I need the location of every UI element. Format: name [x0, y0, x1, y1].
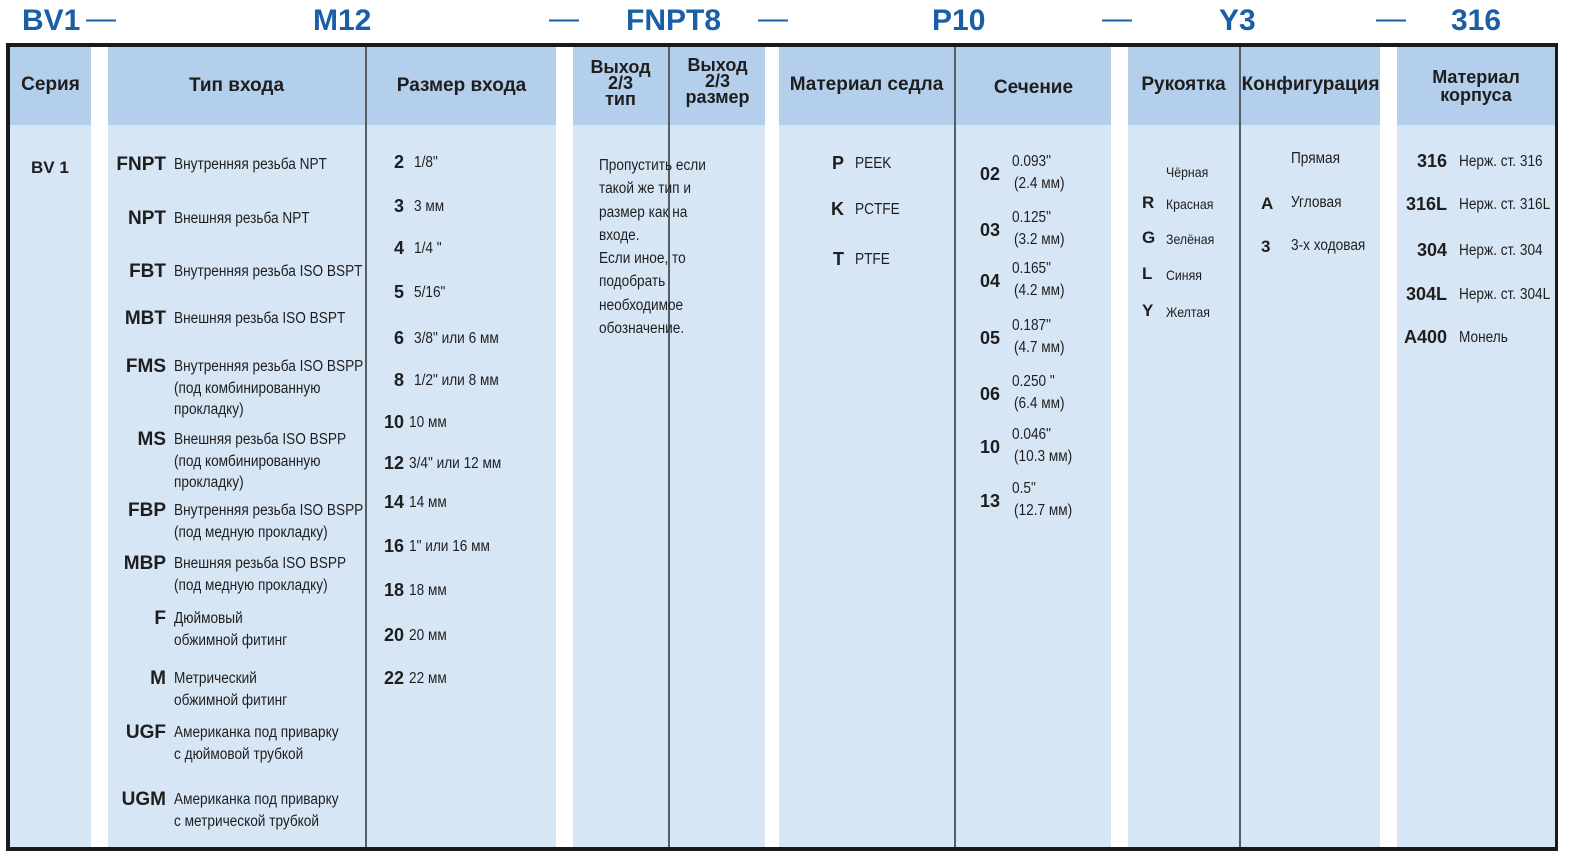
header-body-material: Материал корпуса — [1432, 67, 1520, 105]
inlet-size-row-text: 14 мм — [409, 494, 447, 511]
inlet-type-row-code: FBT — [129, 261, 166, 282]
inlet-type-row-text: (под комбинированную — [174, 452, 321, 470]
inlet-type-row-text: Внешняя резьба NPT — [174, 210, 310, 227]
inlet-type-row-code: MBP — [123, 553, 166, 574]
header-outlet-size: Выход 2/3 размер — [685, 55, 750, 107]
section-row-mm: (2.4 мм) — [1014, 175, 1065, 192]
inlet-type-row-text: Внутренняя резьба ISO BSPP — [174, 358, 364, 375]
inlet-type-row-text: обжимной фитинг — [174, 631, 288, 649]
inlet-type-row-text: Внешняя резьба ISO BSPT — [174, 310, 346, 327]
inlet-type-row-code: FNPT — [116, 154, 166, 175]
section-row-code: 06 — [980, 384, 1001, 404]
inlet-size-row-code: 8 — [393, 370, 404, 390]
header-section: Сечение — [993, 77, 1074, 98]
handle-row-text: Синяя — [1166, 267, 1202, 283]
body-material-row-text: Нерж. ст. 304 — [1459, 242, 1543, 259]
config-row-code: 3 — [1261, 237, 1271, 256]
inlet-size-row-code: 20 — [383, 625, 404, 645]
inlet-size-row-text: 3 мм — [414, 198, 445, 215]
column-divider — [365, 47, 367, 847]
body-material-row-code: 304 — [1416, 240, 1447, 260]
body-material-row-code: 316L — [1405, 194, 1447, 214]
section-row-mm: (6.4 мм) — [1014, 395, 1065, 412]
inlet-type-row-text: Внешняя резьба ISO BSPP — [174, 555, 347, 572]
inlet-size-row-text: 22 мм — [409, 670, 447, 687]
section-row-inch: 0.187" — [1012, 317, 1051, 334]
body-material-row-code: 316 — [1416, 151, 1447, 171]
inlet-size-row-text: 3/4" или 12 мм — [409, 455, 502, 472]
section-row-mm: (4.2 мм) — [1014, 282, 1065, 299]
code-outlet: FNPT8 — [626, 4, 722, 37]
inlet-type-row-text: прокладку) — [174, 401, 244, 418]
inlet-type-row-text: (под медную прокладку) — [174, 523, 328, 541]
header-handle: Рукоятка — [1141, 74, 1226, 95]
inlet-size-row-text: 1/2" или 8 мм — [414, 372, 499, 389]
inlet-type-row-text: Американка под приварку — [174, 791, 339, 808]
inlet-size-row-text: 1" или 16 мм — [409, 538, 490, 555]
inlet-size-row-text: 5/16" — [414, 284, 446, 301]
code-dash: — — [1102, 2, 1132, 35]
code-dash: — — [86, 2, 116, 35]
handle-row-text: Желтая — [1166, 304, 1210, 320]
section-row-code: 10 — [980, 437, 1001, 457]
inlet-type-row-text: с дюймовой трубкой — [174, 745, 304, 763]
inlet-size-row-code: 22 — [383, 668, 404, 688]
column-divider — [1239, 47, 1241, 847]
config-row-text: 3-х ходовая — [1291, 237, 1366, 254]
code-handle: Y3 — [1219, 4, 1256, 37]
inlet-size-row-text: 1/8" — [414, 154, 438, 171]
seat-material-row-text: PCTFE — [855, 201, 900, 218]
handle-row-code: G — [1142, 228, 1156, 247]
code-dash: — — [549, 2, 579, 35]
inlet-type-row-text: прокладку) — [174, 474, 244, 491]
section-row-code: 04 — [980, 271, 1001, 291]
inlet-type-row-text: Внутренняя резьба NPT — [174, 156, 327, 173]
inlet-size-row-code: 14 — [383, 492, 404, 512]
inlet-type-row-code: FMS — [125, 356, 166, 377]
inlet-type-row-code: FBP — [128, 500, 166, 521]
section-row-mm: (3.2 мм) — [1014, 231, 1065, 248]
handle-row-text: Зелёная — [1166, 231, 1215, 247]
handle-row-code: L — [1142, 264, 1153, 283]
inlet-type-row-text: Дюймовый — [174, 610, 243, 627]
body-material-row-code: A400 — [1403, 327, 1447, 347]
inlet-size-row-code: 2 — [393, 152, 404, 172]
header-inlet-size: Размер входа — [396, 75, 527, 96]
header-config: Конфигурация — [1241, 74, 1380, 95]
inlet-size-row-code: 3 — [393, 196, 404, 216]
seat-material-row-text: PTFE — [855, 251, 890, 268]
code-dash: — — [758, 2, 788, 35]
section-row-code: 05 — [980, 328, 1001, 348]
config-row-code: A — [1261, 194, 1274, 213]
column-divider — [954, 47, 956, 847]
inlet-type-row-code: M — [150, 668, 166, 689]
section-row-inch: 0.093" — [1012, 153, 1051, 170]
section-row-mm: (4.7 мм) — [1014, 339, 1065, 356]
inlet-type-row-code: F — [154, 608, 166, 629]
code-seat: P10 — [932, 4, 986, 37]
inlet-type-row-code: UGM — [121, 789, 166, 810]
inlet-size-row-code: 10 — [383, 412, 404, 432]
series-code: BV 1 — [31, 158, 69, 177]
inlet-type-row-code: MS — [137, 429, 166, 450]
body-material-row-text: Монель — [1459, 329, 1508, 346]
inlet-type-row-text: Американка под приварку — [174, 724, 339, 741]
section-row-mm: (12.7 мм) — [1014, 502, 1073, 519]
inlet-type-row-text: Внутренняя резьба ISO BSPP — [174, 502, 364, 519]
inlet-size-row-code: 6 — [393, 328, 404, 348]
section-row-inch: 0.165" — [1012, 260, 1051, 277]
handle-row-text: Красная — [1166, 196, 1214, 212]
inlet-type-row-text: Внутренняя резьба ISO BSPT — [174, 263, 363, 280]
inlet-size-row-code: 5 — [393, 282, 404, 302]
inlet-type-row-text: Внешняя резьба ISO BSPP — [174, 431, 347, 448]
header-seat-material: Материал седла — [789, 74, 944, 95]
section-row-code: 13 — [980, 491, 1001, 511]
inlet-type-row-text: обжимной фитинг — [174, 691, 288, 709]
handle-row-code: R — [1142, 193, 1155, 212]
section-row-mm: (10.3 мм) — [1014, 448, 1073, 465]
code-inlet: M12 — [313, 4, 372, 37]
inlet-size-row-code: 12 — [383, 453, 404, 473]
body-material-row-text: Нерж. ст. 304L — [1459, 286, 1551, 303]
handle-row-text: Чёрная — [1166, 164, 1209, 180]
inlet-size-row-text: 18 мм — [409, 582, 447, 599]
inlet-type-row-text: (под комбинированную — [174, 379, 321, 397]
inlet-size-row-text: 10 мм — [409, 414, 447, 431]
handle-row-code: Y — [1142, 301, 1154, 320]
config-row-text: Прямая — [1291, 150, 1340, 167]
inlet-size-row-text: 20 мм — [409, 627, 447, 644]
code-series: BV1 — [22, 4, 81, 37]
header-series: Серия — [21, 74, 80, 95]
section-row-inch: 0.250 " — [1012, 373, 1055, 390]
inlet-type-row-text: с метрической трубкой — [174, 812, 319, 830]
section-row-inch: 0.5" — [1012, 480, 1036, 497]
body-material-row-text: Нерж. ст. 316 — [1459, 153, 1543, 170]
section-row-inch: 0.125" — [1012, 209, 1051, 226]
seat-material-row-text: PEEK — [855, 155, 892, 172]
outlet-note: Пропустить если такой же тип и размер как на входе. Если иное, то подобрать необходимое обозначение. — [599, 157, 706, 338]
section-row-inch: 0.046" — [1012, 426, 1051, 443]
inlet-size-row-code: 18 — [383, 580, 404, 600]
inlet-size-row-code: 4 — [393, 238, 404, 258]
seat-material-row-code: T — [833, 249, 844, 269]
header-outlet-type: Выход 2/3 тип — [590, 57, 651, 109]
inlet-type-row-text: Метрический — [174, 670, 257, 687]
inlet-size-row-text: 1/4 " — [414, 240, 442, 257]
inlet-type-row-code: UGF — [125, 722, 166, 743]
config-row-text: Угловая — [1291, 194, 1342, 211]
inlet-type-row-code: NPT — [128, 208, 166, 229]
code-body: 316 — [1451, 4, 1502, 37]
body-material-row-text: Нерж. ст. 316L — [1459, 196, 1551, 213]
seat-material-row-code: P — [831, 153, 844, 173]
inlet-size-row-text: 3/8" или 6 мм — [414, 330, 499, 347]
section-row-code: 02 — [980, 164, 1001, 184]
header-inlet-type: Тип входа — [188, 75, 285, 96]
seat-material-row-code: K — [831, 199, 844, 219]
inlet-size-row-code: 16 — [383, 536, 404, 556]
inlet-type-row-code: MBT — [124, 308, 166, 329]
inlet-type-row-text: (под медную прокладку) — [174, 576, 328, 594]
code-dash: — — [1376, 2, 1406, 35]
body-material-row-code: 304L — [1405, 284, 1447, 304]
section-row-code: 03 — [980, 220, 1001, 240]
